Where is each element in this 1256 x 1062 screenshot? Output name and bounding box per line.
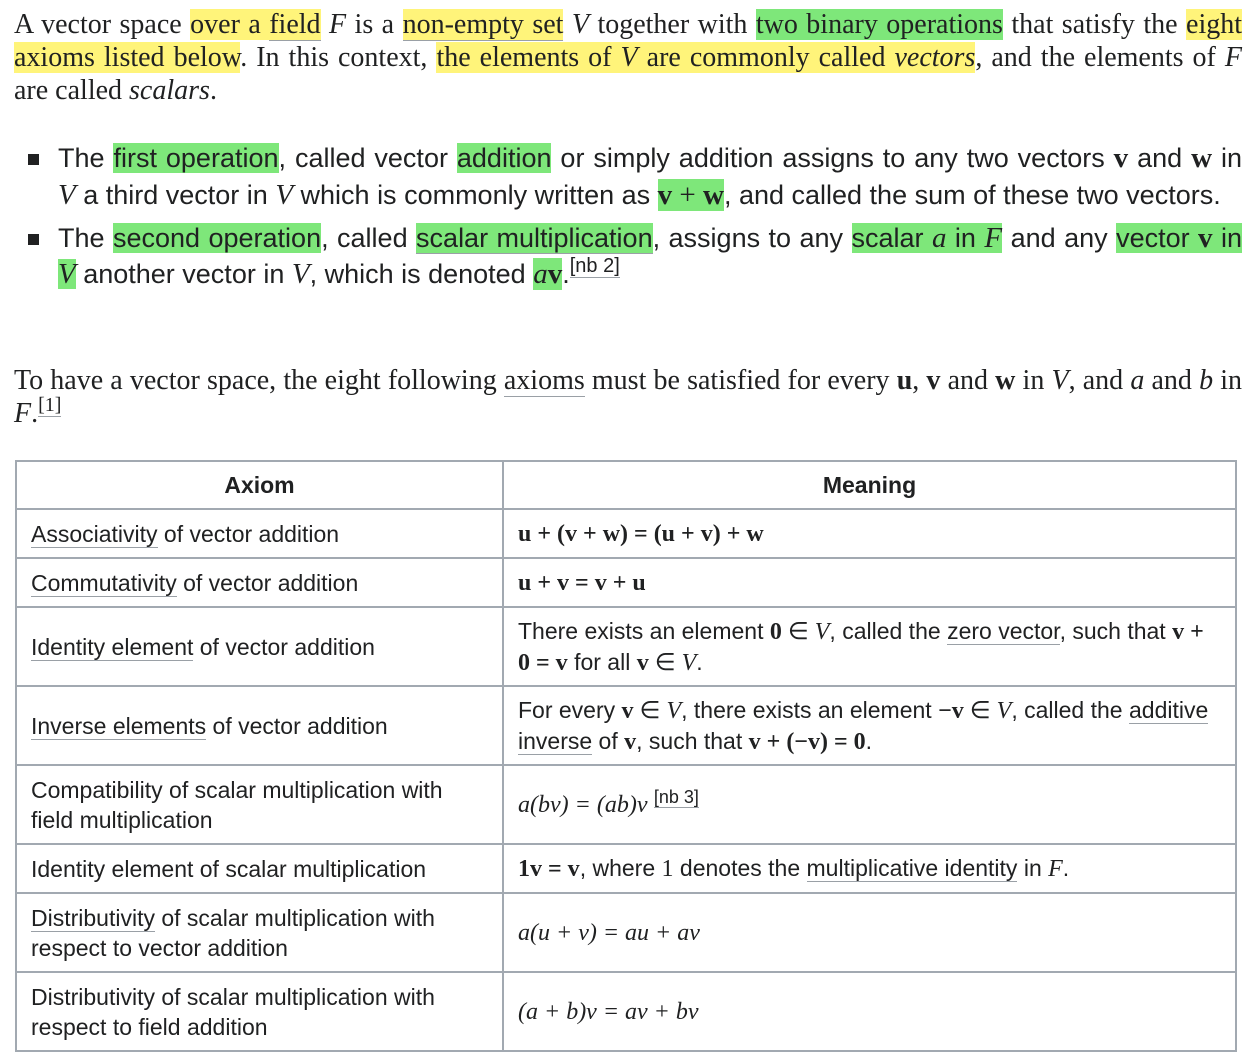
axioms-table: [15, 460, 1237, 1052]
nonempty-set-link[interactable]: non-empty set: [402, 9, 564, 40]
field-symbol: F: [329, 9, 347, 40]
list-item-scalar-multiplication: The second operation, called scalar multiplication, assigns to any scalar a in F and any vector v in V another vector in V, which is denoted av.[nb 2]: [28, 220, 1242, 292]
highlight-eight-axioms: eight axioms listed below: [14, 9, 1243, 73]
highlight-scalar-multiplication: [416, 223, 653, 253]
axiom-cell: Inverse elements of vector addition: [16, 686, 503, 765]
highlight-second-operation: second operation: [112, 223, 322, 253]
highlight-first-operation: first operation: [113, 143, 279, 173]
intro-paragraph: A vector space over a field F is a non-empty set V together with two binary operations that satisfy the eight axioms listed below. In this context, the elements of V are commonly called vectors, and the elements of F are called scalars.: [14, 9, 1243, 106]
meaning-cell: a(bv) = (ab)v [nb 3]: [503, 765, 1236, 844]
field-link[interactable]: field: [269, 9, 321, 40]
column-header-meaning: Meaning: [503, 461, 1236, 509]
distributivity-link[interactable]: Distributivity: [31, 904, 155, 931]
axiom-cell: Identity element of vector addition: [16, 607, 503, 686]
meaning-cell: u + (v + w) = (u + v) + w: [503, 509, 1236, 558]
list-item-addition: The first operation, called vector addition or simply addition assigns to any two vectors v and w in V a third vector in V which is commonly written as v + w, and called the sum of these two vectors.: [28, 140, 1242, 214]
table-row: [16, 765, 1236, 844]
highlight-scalar-a-in-F: scalar a in F: [851, 222, 1003, 254]
axiom-cell: Distributivity of scalar multiplication with respect to field addition: [16, 972, 503, 1051]
table-row: [16, 607, 1236, 686]
inverse-elements-link[interactable]: Inverse elements: [31, 712, 207, 739]
axiom-cell: Associativity of vector addition: [16, 509, 503, 558]
table-row: [16, 972, 1236, 1051]
footnote-nb3-link[interactable]: [nb 3]: [653, 787, 699, 807]
meaning-cell: (a + b)v = av + bv: [503, 972, 1236, 1051]
highlight-two-binary-operations: two binary operations: [755, 9, 1003, 40]
table-row: [16, 686, 1236, 765]
highlight-av: av: [533, 258, 563, 290]
axiom-cell: Identity element of scalar multiplication: [16, 844, 503, 893]
axiom-cell: Commutativity of vector addition: [16, 558, 503, 607]
operations-list: [28, 140, 1242, 292]
highlight-addition: addition: [456, 143, 552, 173]
axioms-link[interactable]: axioms: [503, 365, 585, 396]
table-row: [16, 558, 1236, 607]
highlight-v-plus-w: v + w: [657, 179, 724, 211]
intro-text: A vector space: [14, 9, 191, 40]
meaning-cell: For every v ∈ V, there exists an element −v ∈ V, called the additive inverse of v, such that v + (−v) = 0.: [503, 686, 1236, 765]
set-symbol: V: [571, 9, 589, 40]
axiom-cell: Compatibility of scalar multiplication with field multiplication: [16, 765, 503, 844]
meaning-cell: There exists an element 0 ∈ V, called the zero vector, such that v + 0 = v for all v ∈ V.: [503, 607, 1236, 686]
axioms-paragraph: To have a vector space, the eight following axioms must be satisfied for every u, v and w in V, and a and b in F.[1]: [14, 365, 1242, 429]
zero-vector-link[interactable]: zero vector: [947, 617, 1060, 644]
table-header-row: [16, 461, 1236, 509]
associativity-link[interactable]: Associativity: [31, 520, 158, 547]
identity-element-link[interactable]: Identity element: [31, 633, 194, 660]
highlight-elements-vectors: the elements of V are commonly called vectors: [436, 42, 976, 73]
meaning-cell: u + v = v + u: [503, 558, 1236, 607]
scalar-multiplication-link[interactable]: scalar multiplication: [416, 223, 653, 253]
meaning-cell: 1v = v, where 1 denotes the multiplicative identity in F.: [503, 844, 1236, 893]
axiom-cell: Distributivity of scalar multiplication with respect to vector addition: [16, 893, 503, 972]
footnote-nb2-link[interactable]: [nb 2]: [569, 255, 620, 277]
commutativity-link[interactable]: Commutativity: [31, 569, 177, 596]
table-row: [16, 844, 1236, 893]
meaning-cell: a(u + v) = au + av: [503, 893, 1236, 972]
multiplicative-identity-link[interactable]: multiplicative identity: [806, 855, 1018, 881]
table-row: [16, 509, 1236, 558]
column-header-axiom: Axiom: [16, 461, 503, 509]
table-row: [16, 893, 1236, 972]
additive-inverse-link[interactable]: additive inverse: [518, 696, 1209, 754]
highlight-nonempty-set: [403, 9, 564, 40]
highlight-over-field: over a field: [190, 9, 321, 40]
highlight-vector-v-in-V: vector v in V: [58, 222, 1243, 290]
footnote-1-link[interactable]: [1]: [38, 394, 62, 416]
